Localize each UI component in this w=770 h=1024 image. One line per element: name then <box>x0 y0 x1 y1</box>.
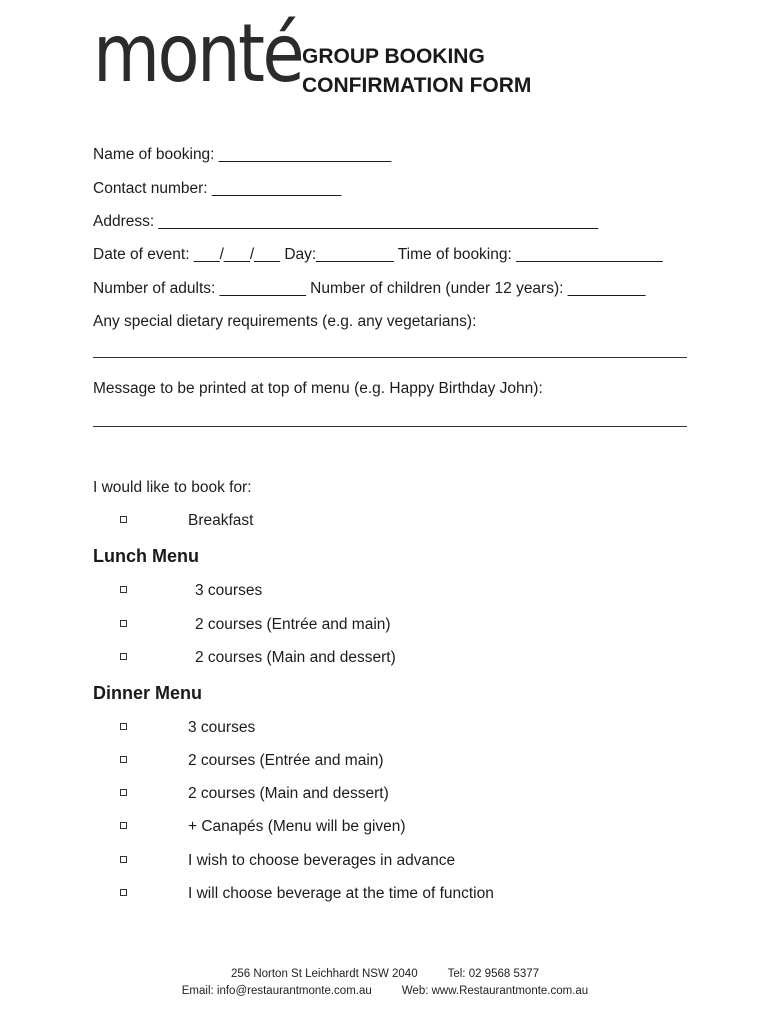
name-of-booking-field[interactable]: Name of booking: ____________________ <box>93 146 392 163</box>
option-label: + Canapés (Menu will be given) <box>188 818 406 835</box>
checkbox[interactable] <box>120 856 127 863</box>
menu-message-label: Message to be printed at top of menu (e.g. Happy Birthday John): <box>93 380 543 397</box>
option-label: 3 courses <box>188 719 256 736</box>
footer-line1 <box>0 968 770 980</box>
option-breakfast[interactable] <box>120 512 254 530</box>
book-for-label: I would like to book for: <box>93 479 252 496</box>
option-label: I will choose beverage at the time of function <box>188 885 494 902</box>
lunch-option[interactable] <box>120 582 263 600</box>
dinner-option[interactable] <box>120 785 389 803</box>
dietary-requirements-label: Any special dietary requirements (e.g. any vegetarians): <box>93 313 477 330</box>
option-label: 2 courses (Entrée and main) <box>188 752 384 769</box>
checkbox[interactable] <box>120 756 127 763</box>
option-label: I wish to choose beverages in advance <box>188 852 456 869</box>
dinner-option[interactable] <box>120 752 384 770</box>
form-title-line1: GROUP BOOKING <box>302 45 485 68</box>
lunch-option[interactable] <box>120 649 396 667</box>
checkbox[interactable] <box>120 822 127 829</box>
checkbox[interactable] <box>120 789 127 796</box>
option-label: 3 courses <box>195 582 263 599</box>
dietary-requirements-line[interactable] <box>93 357 687 358</box>
option-label: 2 courses (Main and dessert) <box>195 649 396 666</box>
contact-number-field[interactable]: Contact number: _______________ <box>93 180 342 197</box>
option-label: 2 courses (Main and dessert) <box>188 785 389 802</box>
dinner-option[interactable] <box>120 719 256 737</box>
lunch-option[interactable] <box>120 616 391 634</box>
checkbox[interactable] <box>120 516 127 523</box>
date-time-field[interactable]: Date of event: ___/___/___ Day:_________ Time of booking: _________________ <box>93 246 663 263</box>
checkbox[interactable] <box>120 653 127 660</box>
checkbox[interactable] <box>120 723 127 730</box>
footer-line2 <box>0 985 770 997</box>
dinner-option[interactable] <box>120 852 456 870</box>
address-field[interactable]: Address: ___________________________________________________ <box>93 213 599 230</box>
option-label: 2 courses (Entrée and main) <box>195 616 391 633</box>
dinner-option[interactable] <box>120 818 406 836</box>
guests-count-field[interactable]: Number of adults: __________ Number of children (under 12 years): _________ <box>93 280 646 297</box>
footer-address: 256 Norton St Leichhardt NSW 2040 <box>230 968 418 980</box>
form-title <box>302 42 531 100</box>
checkbox[interactable] <box>120 586 127 593</box>
monte-logo: monté <box>93 7 303 100</box>
footer-tel: Tel: 02 9568 5377 <box>447 968 540 980</box>
footer-web[interactable]: Web: www.Restaurantmonte.com.au <box>401 985 589 997</box>
footer-email[interactable]: Email: info@restaurantmonte.com.au <box>181 985 372 997</box>
lunch-menu-heading: Lunch Menu <box>93 546 199 566</box>
form-title-line2: CONFIRMATION FORM <box>302 74 532 97</box>
checkbox[interactable] <box>120 889 127 896</box>
menu-message-line[interactable] <box>93 426 687 427</box>
dinner-menu-heading: Dinner Menu <box>93 683 203 703</box>
dinner-option[interactable] <box>120 885 494 903</box>
checkbox[interactable] <box>120 620 127 627</box>
option-label: Breakfast <box>188 512 254 529</box>
